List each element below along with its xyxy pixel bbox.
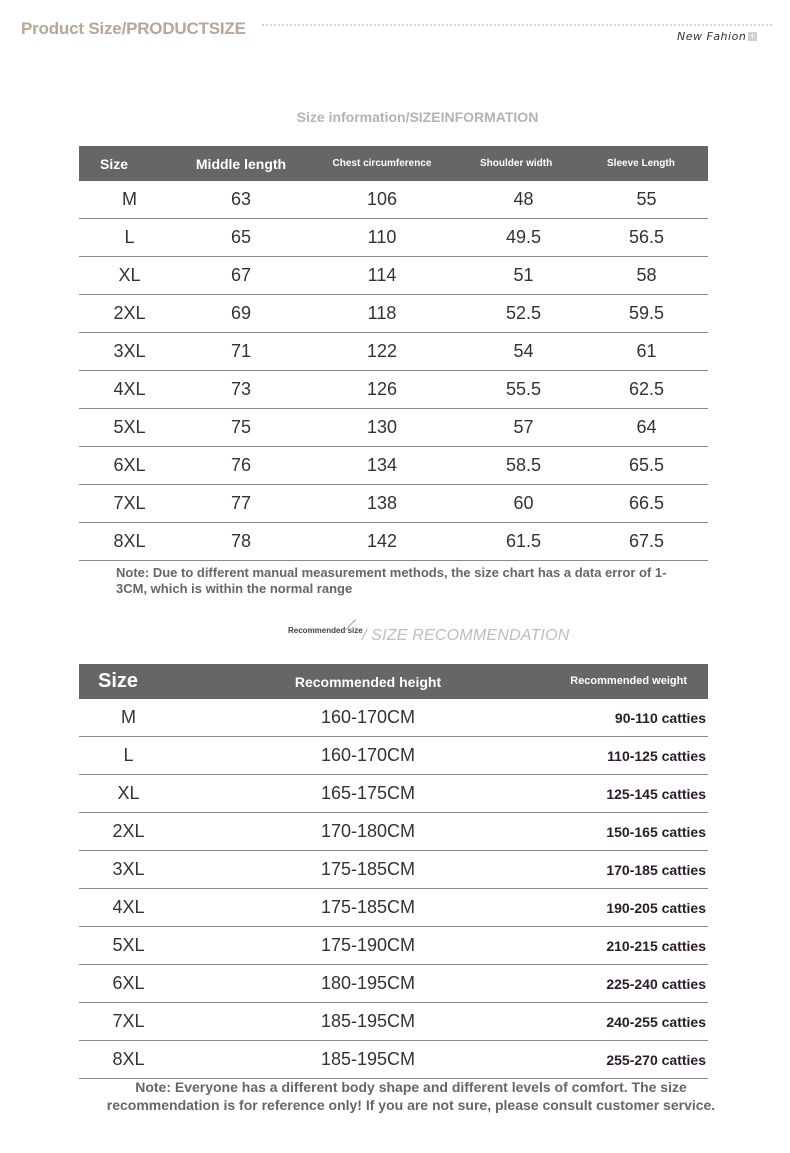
table-cell: 48 (462, 181, 585, 219)
column-header-chest: Chest circumference (302, 146, 462, 181)
size-info-heading: Size information/SIZEINFORMATION (296, 109, 539, 125)
table-row (79, 737, 708, 775)
table-row (79, 409, 708, 447)
table-cell: 65 (180, 219, 302, 257)
table-cell: L (79, 737, 178, 775)
table-cell: 78 (180, 523, 302, 561)
table-cell: 75 (180, 409, 302, 447)
table-cell: 170-180CM (178, 813, 558, 851)
table-row (79, 333, 708, 371)
table-row (79, 1003, 708, 1041)
table-cell: 73 (180, 371, 302, 409)
size-recommendation-table (79, 664, 708, 1079)
table-cell: 54 (462, 333, 585, 371)
table-header-row (79, 146, 708, 181)
table-cell: 5XL (79, 409, 180, 447)
table-cell: 2XL (79, 813, 178, 851)
table-cell: 77 (180, 485, 302, 523)
table-cell: 160-170CM (178, 737, 558, 775)
table-cell: 210-215 catties (558, 927, 708, 965)
table-cell: 175-185CM (178, 851, 558, 889)
table-cell: 240-255 catties (558, 1003, 708, 1041)
table-cell: 71 (180, 333, 302, 371)
table-cell: 64 (585, 409, 708, 447)
table-row (79, 775, 708, 813)
table-cell: 165-175CM (178, 775, 558, 813)
table-cell: 185-195CM (178, 1003, 558, 1041)
table-row (79, 485, 708, 523)
table-cell: 63 (180, 181, 302, 219)
table-row (79, 447, 708, 485)
table-cell: 2XL (79, 295, 180, 333)
dotted-divider (262, 24, 772, 26)
column-header-size: Size (79, 146, 180, 181)
table-cell: XL (79, 257, 180, 295)
table-row (79, 295, 708, 333)
table-row (79, 851, 708, 889)
table-cell: 61.5 (462, 523, 585, 561)
brand-label: New Fahion (677, 30, 747, 43)
table-cell: 58.5 (462, 447, 585, 485)
table-row (79, 1041, 708, 1079)
column-header-sleeve: Sleeve Length (585, 146, 708, 181)
table-cell: 130 (302, 409, 462, 447)
table-cell: 8XL (79, 523, 180, 561)
table-cell: 125-145 catties (558, 775, 708, 813)
table-cell: 170-185 catties (558, 851, 708, 889)
table-cell: 59.5 (585, 295, 708, 333)
table-cell: 134 (302, 447, 462, 485)
table-cell: 225-240 catties (558, 965, 708, 1003)
table-cell: 55.5 (462, 371, 585, 409)
table-cell: 56.5 (585, 219, 708, 257)
table-cell: 62.5 (585, 371, 708, 409)
table-cell: M (79, 699, 178, 737)
table-cell: 67.5 (585, 523, 708, 561)
table-cell: 49.5 (462, 219, 585, 257)
table-cell: 142 (302, 523, 462, 561)
table-cell: 126 (302, 371, 462, 409)
table-row (79, 371, 708, 409)
table-row (79, 181, 708, 219)
table-cell: 110 (302, 219, 462, 257)
table-cell: 4XL (79, 889, 178, 927)
table-cell: 122 (302, 333, 462, 371)
table-cell: 110-125 catties (558, 737, 708, 775)
table-row (79, 965, 708, 1003)
table-cell: L (79, 219, 180, 257)
table-cell: 114 (302, 257, 462, 295)
table-cell: 150-165 catties (558, 813, 708, 851)
table-row (79, 523, 708, 561)
table-cell: 69 (180, 295, 302, 333)
table-cell: 76 (180, 447, 302, 485)
table-cell: 90-110 catties (558, 699, 708, 737)
table-row (79, 219, 708, 257)
table-row (79, 889, 708, 927)
column-header-height: Recommended height (178, 664, 558, 699)
table-row (79, 927, 708, 965)
plus-icon: + (749, 31, 756, 41)
table-cell: 61 (585, 333, 708, 371)
table-cell: 4XL (79, 371, 180, 409)
table-cell: 6XL (79, 965, 178, 1003)
table-cell: 51 (462, 257, 585, 295)
table-cell: 138 (302, 485, 462, 523)
column-header-shoulder: Shoulder width (462, 146, 585, 181)
rec-heading-small: Recommended size (288, 626, 363, 635)
table-cell: XL (79, 775, 178, 813)
table-cell: 58 (585, 257, 708, 295)
table-cell: 175-185CM (178, 889, 558, 927)
rec-heading: / SIZE RECOMMENDATION (362, 627, 570, 644)
table-row (79, 813, 708, 851)
table-cell: 52.5 (462, 295, 585, 333)
table-cell: 118 (302, 295, 462, 333)
column-header-size: Size (79, 664, 178, 699)
table-row (79, 699, 708, 737)
column-header-middle-length: Middle length (180, 146, 302, 181)
page-title: Product Size/PRODUCTSIZE (21, 19, 246, 38)
table-cell: 190-205 catties (558, 889, 708, 927)
size-rec-note: Note: Everyone has a different body shape and different levels of comfort. The size recommendation is for reference only! If you are not sure, please consult customer service. (106, 1079, 716, 1113)
table-cell: 3XL (79, 851, 178, 889)
table-header-row (79, 664, 708, 699)
table-cell: 67 (180, 257, 302, 295)
size-info-note: Note: Due to different manual measurement methods, the size chart has a data error of 1-3CM, which is within the normal range (116, 565, 667, 596)
table-cell: 6XL (79, 447, 180, 485)
table-cell: 65.5 (585, 447, 708, 485)
table-row (79, 257, 708, 295)
table-cell: 60 (462, 485, 585, 523)
table-cell: 7XL (79, 485, 180, 523)
column-header-weight: Recommended weight (558, 664, 708, 699)
table-cell: 7XL (79, 1003, 178, 1041)
table-cell: 160-170CM (178, 699, 558, 737)
table-cell: 106 (302, 181, 462, 219)
table-cell: 3XL (79, 333, 180, 371)
table-cell: M (79, 181, 180, 219)
table-cell: 66.5 (585, 485, 708, 523)
table-cell: 175-190CM (178, 927, 558, 965)
table-cell: 180-195CM (178, 965, 558, 1003)
size-info-table (79, 146, 708, 561)
table-cell: 57 (462, 409, 585, 447)
table-cell: 185-195CM (178, 1041, 558, 1079)
table-cell: 5XL (79, 927, 178, 965)
table-cell: 55 (585, 181, 708, 219)
table-cell: 255-270 catties (558, 1041, 708, 1079)
table-cell: 8XL (79, 1041, 178, 1079)
